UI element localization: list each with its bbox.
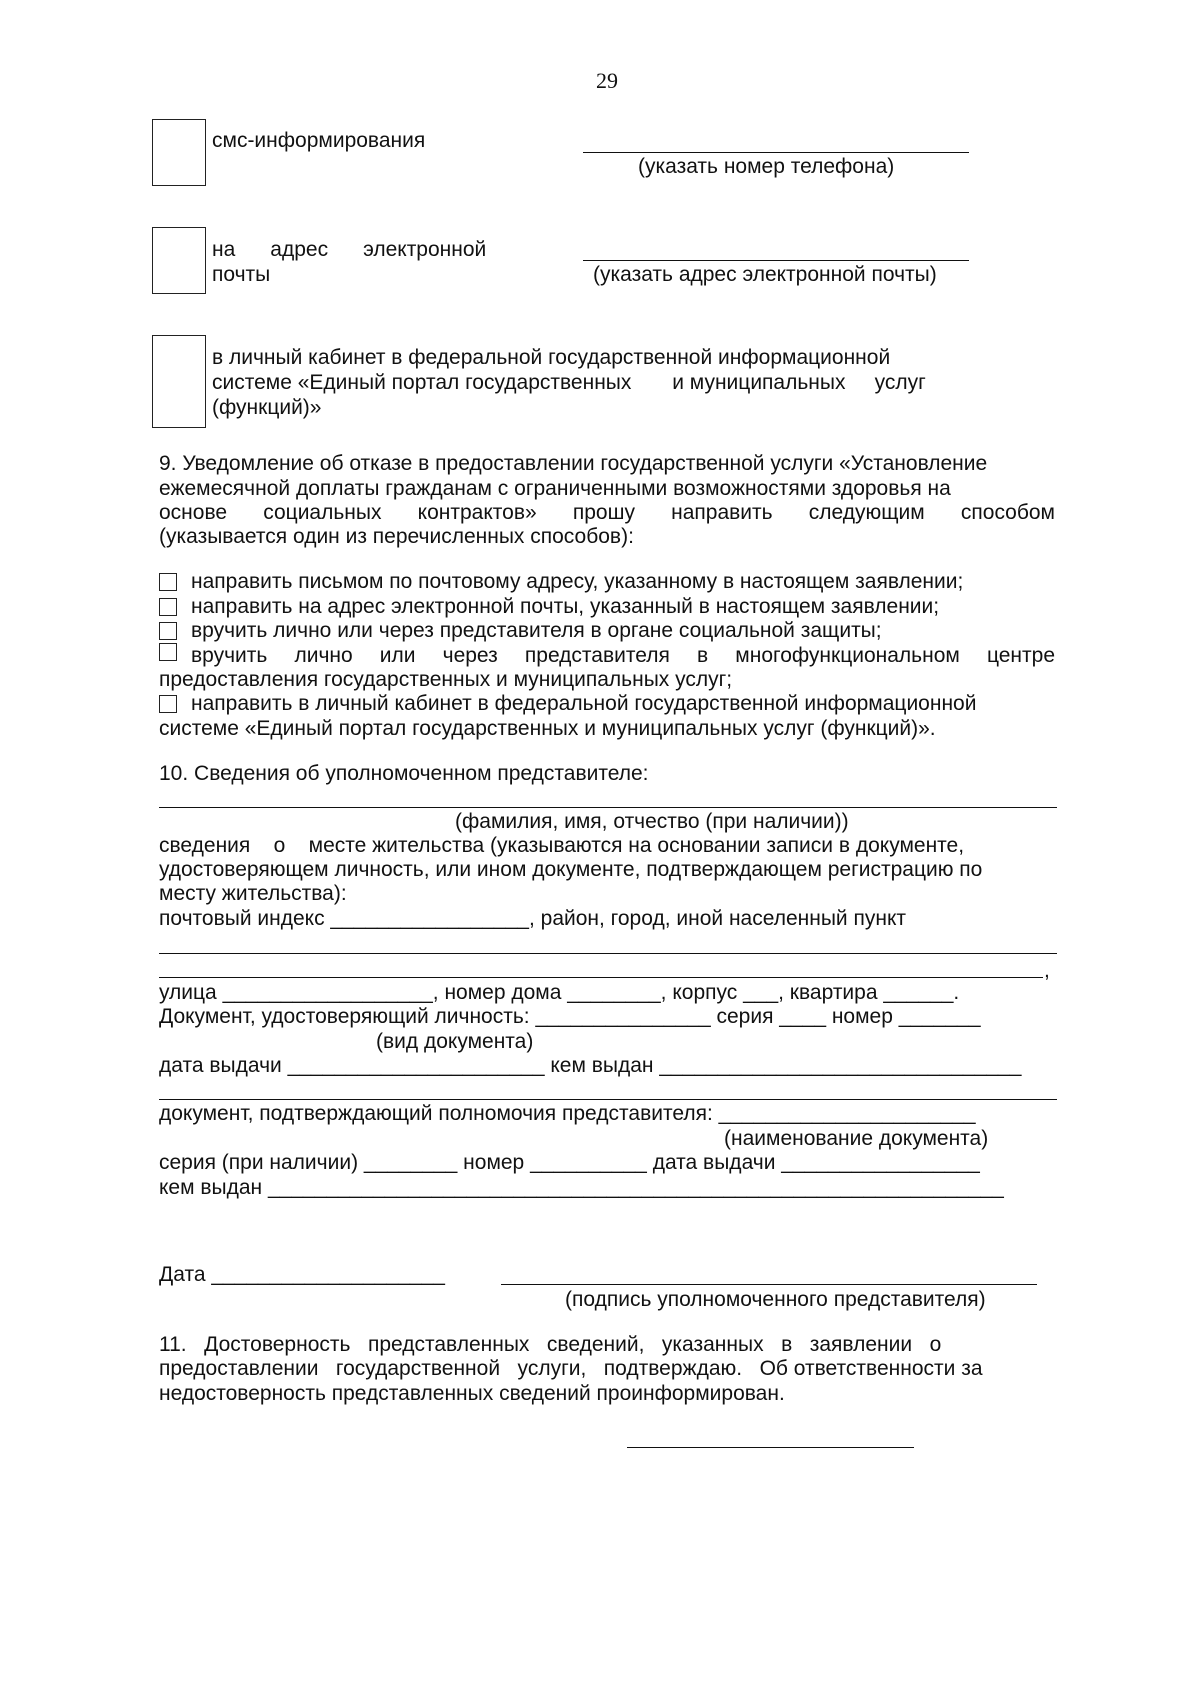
option-cabinet-checkbox[interactable] <box>159 695 177 713</box>
cabinet-label-line1: в личный кабинет в федеральной государственной информационной <box>212 346 891 369</box>
section9-line1: 9. Уведомление об отказе в предоставлении государственной услуги «Установление <box>159 452 988 475</box>
postal-line[interactable]: почтовый индекс _________________, район, город, иной населенный пункт <box>159 907 906 930</box>
authority-doc-line[interactable]: документ, подтверждающий полномочия представителя: ______________________ <box>159 1102 976 1125</box>
fio-hint: (фамилия, имя, отчество (при наличии)) <box>455 810 849 833</box>
option-mail-checkbox[interactable] <box>159 573 177 591</box>
option-personal-checkbox[interactable] <box>159 622 177 640</box>
option-mfc-cont: предоставления государственных и муниципальных услуг; <box>159 668 733 691</box>
residence-line3: месту жительства): <box>159 882 347 905</box>
email-hint: (указать адрес электронной почты) <box>593 263 937 286</box>
option-cabinet <box>159 691 976 717</box>
locality-field-line2[interactable] <box>159 977 1043 978</box>
sms-label: смс-информирования <box>212 129 426 152</box>
option-personal-label: вручить лично или через представителя в органе социальной защиты; <box>191 619 882 642</box>
locality-field-line[interactable] <box>159 953 1057 954</box>
email-field-line[interactable] <box>583 260 969 261</box>
residence-line1: сведения о месте жительства (указываются на основании записи в документе, <box>159 834 965 857</box>
issue-line[interactable]: дата выдачи ______________________ кем выдан _______________________________ <box>159 1054 1022 1077</box>
option-email-checkbox[interactable] <box>159 598 177 616</box>
email-checkbox[interactable] <box>152 227 206 294</box>
section10-title: 10. Сведения об уполномоченном представителе: <box>159 762 649 785</box>
street-line[interactable]: улица __________________, номер дома ________, корпус ___, квартира ______. <box>159 981 960 1004</box>
fio-field-line[interactable] <box>159 807 1057 808</box>
signature-hint: (подпись уполномоченного представителя) <box>565 1288 986 1311</box>
page-number: 29 <box>596 68 618 93</box>
series-line[interactable]: серия (при наличии) ________ номер __________ дата выдачи _________________ <box>159 1151 980 1174</box>
option-mail <box>159 569 963 595</box>
date-line[interactable]: Дата ____________________ <box>159 1263 445 1286</box>
option-mfc <box>159 643 1055 669</box>
locality-comma: , <box>1044 959 1050 982</box>
cabinet-checkbox[interactable] <box>152 335 206 428</box>
option-mfc-label: вручить лично или через представителя в многофункциональном центре <box>191 644 1055 667</box>
section11-line2: предоставлении государственной услуги, подтверждаю. Об ответственности за <box>159 1357 983 1380</box>
option-cabinet-cont: системе «Единый портал государственных и муниципальных услуг (функций)». <box>159 717 936 740</box>
phone-hint: (указать номер телефона) <box>638 155 895 178</box>
signature-field-line[interactable] <box>501 1284 1037 1285</box>
email-label-line1: на адрес электронной <box>212 238 487 261</box>
section9-line4: (указывается один из перечисленных способов): <box>159 525 634 548</box>
section11-line1: 11. Достоверность представленных сведений, указанных в заявлении о <box>159 1333 942 1356</box>
cabinet-label-line2: системе «Единый портал государственных и муниципальных услуг <box>212 371 926 394</box>
cabinet-label-line3: (функций)» <box>212 396 322 419</box>
email-label-line2: почты <box>212 263 271 286</box>
option-mail-label: направить письмом по почтовому адресу, указанному в настоящем заявлении; <box>191 570 964 593</box>
final-signature-line[interactable] <box>627 1447 914 1448</box>
option-personal <box>159 618 882 644</box>
doc-type-hint: (вид документа) <box>376 1030 534 1053</box>
option-email-label: направить на адрес электронной почты, указанный в настоящем заявлении; <box>191 595 940 618</box>
section9-line2: ежемесячной доплаты гражданам с ограниченными возможностями здоровья на <box>159 477 951 500</box>
section11-line3: недостоверность представленных сведений проинформирован. <box>159 1382 785 1405</box>
issue-field-line2[interactable] <box>159 1099 1057 1100</box>
phone-field-line[interactable] <box>583 152 969 153</box>
issued-by-line[interactable]: кем выдан _______________________________________________________________ <box>159 1176 1004 1199</box>
residence-line2: удостоверяющем личность, или ином документе, подтверждающем регистрацию по <box>159 858 983 881</box>
sms-checkbox[interactable] <box>152 119 206 186</box>
section9-line3: основе социальных контрактов» прошу направить следующим способом <box>159 501 1055 524</box>
option-cabinet-label: направить в личный кабинет в федеральной государственной информационной <box>191 692 977 715</box>
option-email <box>159 594 939 620</box>
doc-name-hint: (наименование документа) <box>724 1127 989 1150</box>
option-mfc-checkbox[interactable] <box>159 643 177 661</box>
id-doc-line[interactable]: Документ, удостоверяющий личность: _______________ серия ____ номер _______ <box>159 1005 981 1028</box>
